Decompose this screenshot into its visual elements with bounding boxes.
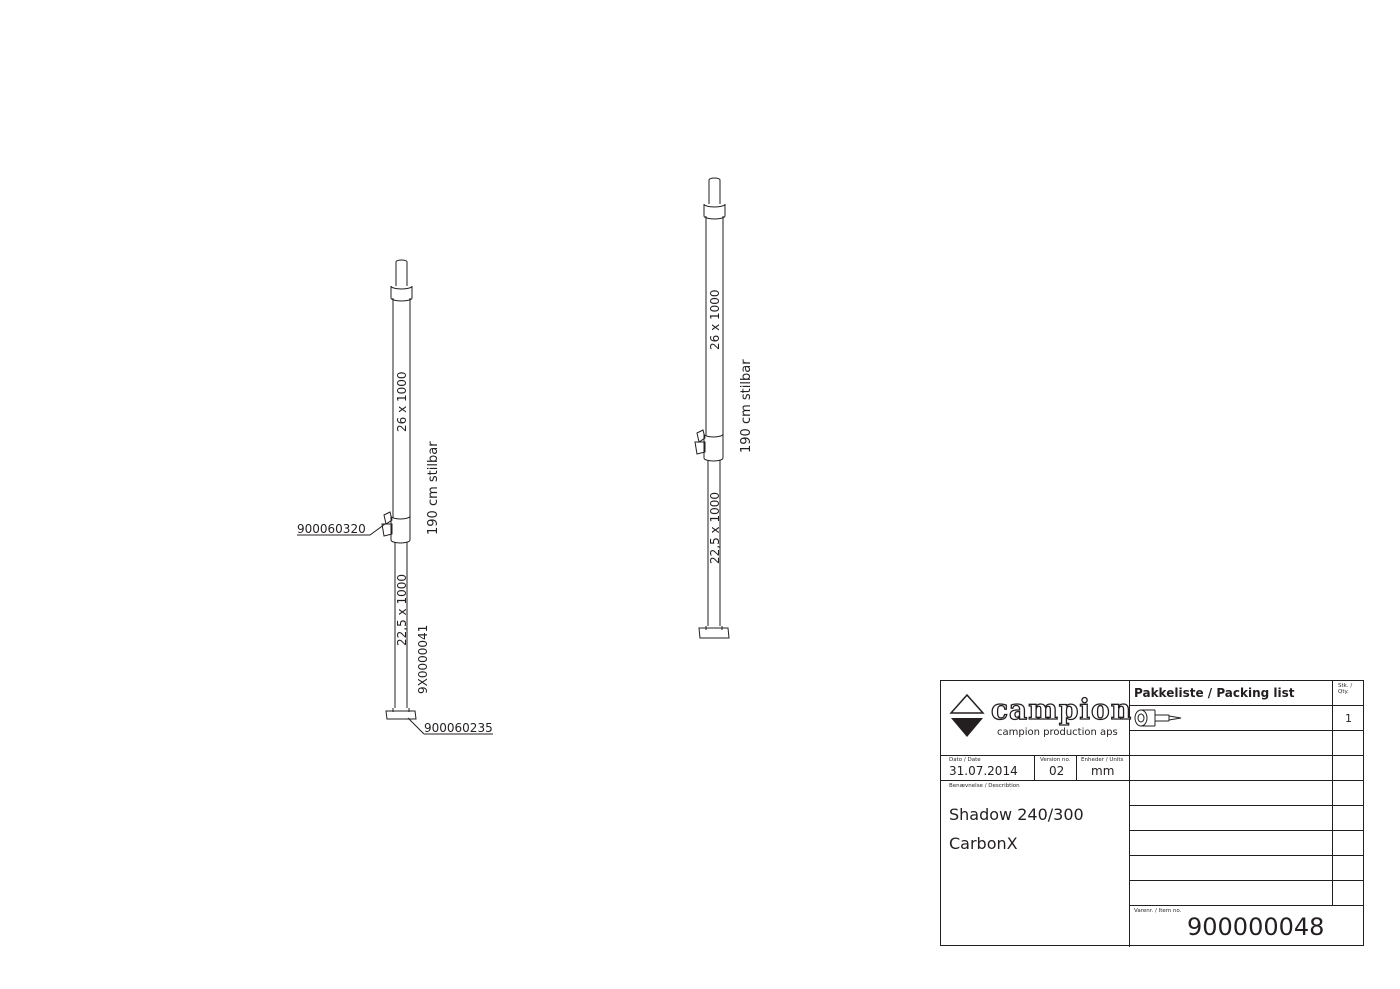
left-top-spigot [396, 260, 407, 286]
packing-row-line [1129, 780, 1363, 781]
left-upper-tube-label: 26 x 1000 [395, 371, 409, 432]
packing-row-line [1129, 880, 1363, 881]
units-label: Enheder / Units [1081, 757, 1124, 763]
right-top-spigot [709, 178, 720, 204]
date-label: Dato / Date [949, 757, 981, 763]
pole-clamp-icon [1133, 707, 1185, 729]
packing-list-title: Pakkeliste / Packing list [1134, 686, 1295, 700]
version-label: Version no. [1040, 757, 1071, 763]
left-lower-part-no: 9X0000041 [416, 624, 430, 694]
packing-row-line [1129, 805, 1363, 806]
right-top-collar [704, 204, 725, 219]
date-value: 31.07.2014 [949, 764, 1018, 778]
right-clamp [695, 430, 723, 461]
logo-separator [941, 755, 1129, 756]
qty-header: Stk. / Qty. [1338, 683, 1353, 695]
item-no-value: 900000048 [1187, 913, 1325, 941]
right-base-plate [699, 626, 729, 638]
version-divider [1076, 755, 1077, 780]
title-block [940, 680, 1364, 946]
left-clamp-part-no: 900060320 [297, 522, 366, 536]
right-height-label: 190 cm stilbar [739, 359, 754, 453]
packing-row-line [1129, 730, 1363, 731]
description-line-2: CarbonX [949, 834, 1018, 853]
left-height-label: 190 cm stilbar [426, 441, 441, 535]
right-upper-tube-label: 26 x 1000 [708, 289, 722, 350]
left-lower-tube-label: 22,5 x 1000 [395, 574, 409, 646]
description-line-1: Shadow 240/300 [949, 805, 1084, 824]
packing-row-line [1129, 705, 1363, 706]
logo-wordmark: campion [991, 693, 1133, 726]
packing-row-line [1129, 855, 1363, 856]
packing-row-line [1129, 830, 1363, 831]
left-top-collar [391, 286, 412, 301]
packing-row-line [1129, 905, 1363, 906]
company-tagline: campion production aps [997, 727, 1118, 738]
right-lower-tube-label: 22,5 x 1000 [708, 492, 722, 564]
version-value: 02 [1049, 764, 1065, 778]
left-base-plate [386, 708, 416, 719]
right-pole-assembly [695, 178, 729, 638]
campion-triangle-logo-icon [949, 693, 985, 739]
left-pole-assembly [297, 260, 493, 734]
left-clamp [382, 512, 410, 543]
description-label: Benævnelse / Describtion [949, 783, 1020, 789]
packing-row-line [1129, 755, 1363, 756]
item-no-label: Varenr. / Item no. [1134, 908, 1182, 914]
date-divider [1034, 755, 1035, 780]
left-base-part-no: 900060235 [424, 721, 493, 735]
units-value: mm [1091, 764, 1115, 778]
packing-item-qty: 1 [1345, 712, 1352, 725]
company-logo [947, 693, 1133, 743]
qty-column-divider [1332, 681, 1333, 905]
date-row-separator [941, 780, 1129, 781]
